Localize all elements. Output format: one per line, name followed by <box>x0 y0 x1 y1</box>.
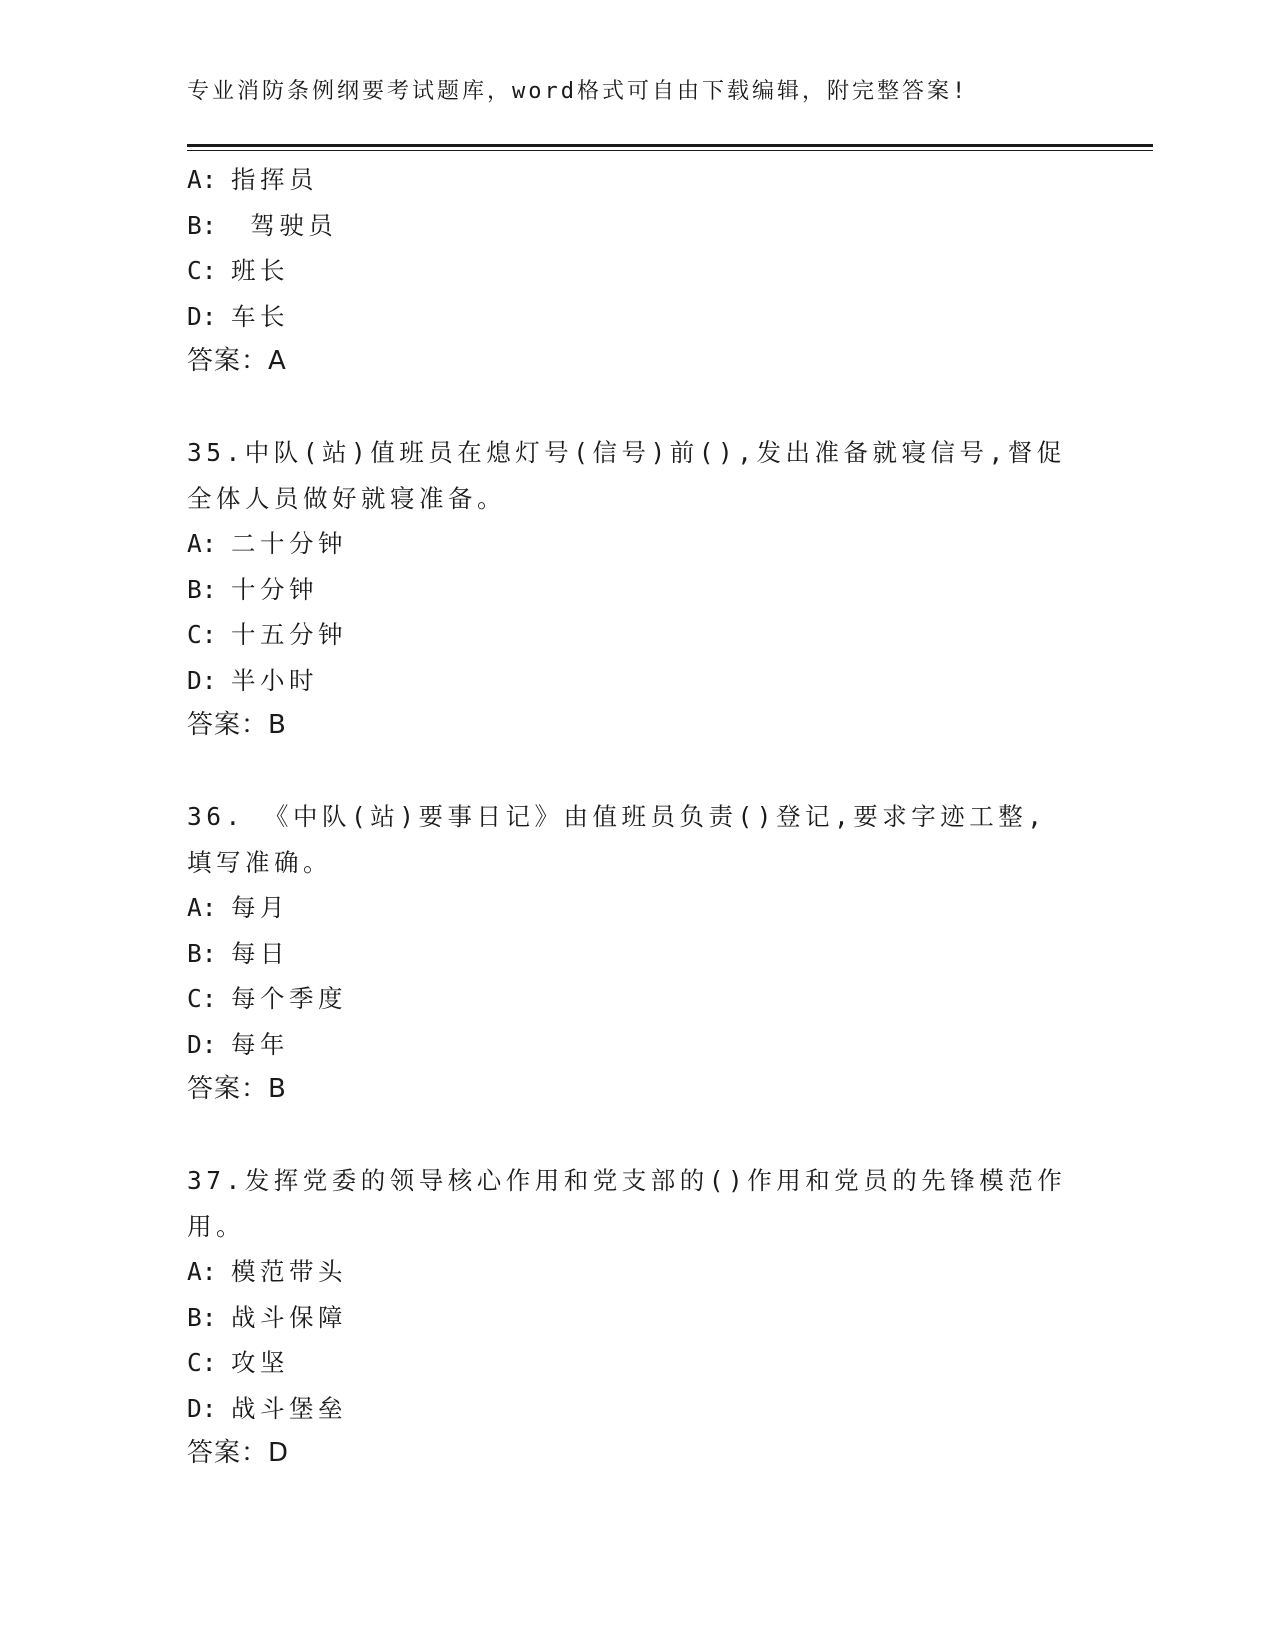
option-key: D: <box>187 301 217 331</box>
option-key: B: <box>187 210 217 240</box>
option-text: 每个季度 <box>231 984 347 1013</box>
option-a <box>187 885 1067 931</box>
answer-line: 答案：A <box>187 346 287 376</box>
option-text: 班长 <box>231 256 289 285</box>
page-header: 专业消防条例纲要考试题库，word格式可自由下载编辑，附完整答案! <box>187 79 969 104</box>
option-text: 战斗保障 <box>231 1302 347 1332</box>
option-text: 二十分钟 <box>231 529 347 558</box>
option-key: B: <box>187 1302 217 1332</box>
option-text: 驾驶员 <box>231 210 338 240</box>
question-36 <box>187 794 1067 1113</box>
question-stem: 35.中队(站)值班员在熄灯号(信号)前(),发出准备就寝信号,督促全体人员做好就寝准备。 <box>187 438 1066 513</box>
header-rule-thin <box>187 150 1153 151</box>
question-stem: 36. 《中队(站)要事日记》由值班员负责()登记,要求字迹工整,填写准确。 <box>187 802 1047 877</box>
option-text: 十分钟 <box>231 574 318 604</box>
option-text: 车长 <box>231 301 289 331</box>
header-rule-thick <box>187 144 1153 147</box>
question-34 <box>187 157 1067 385</box>
option-key: C: <box>187 984 217 1013</box>
option-c <box>187 612 1067 658</box>
option-text: 战斗堡垒 <box>231 1393 347 1423</box>
option-key: C: <box>187 620 217 649</box>
question-list <box>187 157 1067 1477</box>
option-text: 模范带头 <box>231 1257 347 1286</box>
option-text: 攻坚 <box>231 1348 289 1377</box>
option-b <box>187 931 1067 977</box>
option-b <box>187 567 1067 613</box>
option-text: 每日 <box>231 938 289 968</box>
answer-line: 答案：B <box>187 710 287 740</box>
option-key: A: <box>187 529 217 558</box>
option-b <box>187 203 1067 249</box>
option-key: A: <box>187 1257 217 1286</box>
spacer <box>187 1113 1067 1159</box>
option-key: D: <box>187 1393 217 1423</box>
option-d <box>187 1022 1067 1068</box>
option-d <box>187 294 1067 340</box>
option-b <box>187 1295 1067 1341</box>
answer-line: 答案：D <box>187 1438 290 1468</box>
option-key: C: <box>187 256 217 285</box>
option-key: C: <box>187 1348 217 1377</box>
option-text: 每年 <box>231 1029 289 1059</box>
option-c <box>187 1340 1067 1386</box>
option-c <box>187 976 1067 1022</box>
option-key: A: <box>187 165 217 194</box>
option-text: 半小时 <box>231 665 318 695</box>
question-stem: 37.发挥党委的领导核心作用和党支部的()作用和党员的先锋模范作用。 <box>187 1166 1067 1241</box>
option-key: A: <box>187 893 217 922</box>
option-a <box>187 157 1067 203</box>
option-d <box>187 658 1067 704</box>
question-37 <box>187 1158 1067 1477</box>
spacer <box>187 385 1067 431</box>
option-a <box>187 521 1067 567</box>
option-key: B: <box>187 574 217 604</box>
option-c <box>187 248 1067 294</box>
spacer <box>187 749 1067 795</box>
answer-line: 答案：B <box>187 1074 287 1104</box>
question-35 <box>187 430 1067 749</box>
option-a <box>187 1249 1067 1295</box>
option-text: 每月 <box>231 893 289 922</box>
option-key: D: <box>187 665 217 695</box>
option-key: B: <box>187 938 217 968</box>
option-d <box>187 1386 1067 1432</box>
option-text: 十五分钟 <box>231 620 347 649</box>
option-text: 指挥员 <box>231 165 318 194</box>
option-key: D: <box>187 1029 217 1059</box>
